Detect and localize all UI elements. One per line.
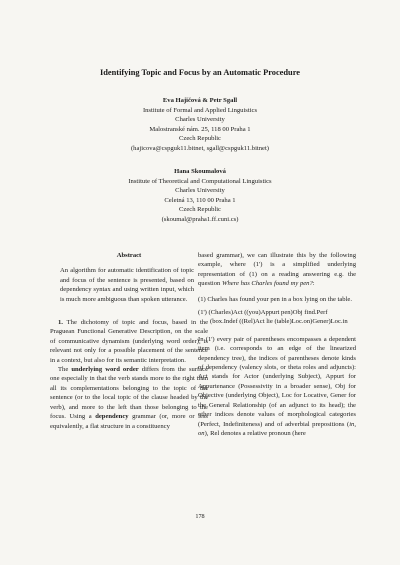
author-names: Eva Hajičová & Petr Sgall [162,97,238,104]
paragraph-text: grammar (or, more or less equivalently, a flat structure in a constituency [50,413,208,430]
page-number: 178 [195,513,205,520]
body-left [50,318,208,431]
paragraph-text: ), Rel denotes a relative pronoun (here [204,429,306,437]
bold-term: dependency [95,413,129,421]
paragraph-text: The [58,366,72,374]
italic-question: Where has Charles found my pen? [222,280,313,288]
author-address: Celetná 13, 110 00 Praha 1 [164,196,236,204]
paragraph-1 [50,318,208,365]
paragraph-intro [198,251,356,289]
paragraph-2 [50,365,208,431]
author-address: Malostranské nám. 25, 118 00 Praha 1 [149,125,251,133]
author-university: Charles University [175,116,225,124]
paragraph-text: In (1') every pair of parentheses encompasses a dependent item (i.e. corresponds to an edge of the linearized dependency tree), the indices of parentheses denote kinds of dependency (valency slots, or theta roles and adjuncts): Act stands for Actor (underlying Subject), Appurt for Appurtenance (Possessivity in a broader sense), Obj for Objective (underlying Object), Loc for Locative, Gener for the General Relationship (of an adjunct to its head); the other indices denote values of morphological categories (Perfect, Indefiniteness) and of adverbial prepositions ( [198,335,356,428]
author-names: Hana Skoumalová [174,168,226,175]
paragraph-text: : [312,280,315,288]
section-number: 1. [58,319,63,327]
paragraph-text: differs from the surface one especially in that the verb stands more to the right than all its complementations belonging to the topic of the sentence (or to the local topic of the clause headed by the verb), and more to the left than those belonging to the focus. Using a [50,366,209,421]
example-1-prime: (1') (Charles)Act ((you)Appurt pen)Obj find.Perf (box.Indef ((Rel)Act lie (table)Loc.on)Gener)Loc.in [198,309,348,326]
paragraph-text: , [354,420,356,428]
bold-term: underlying word order [71,366,139,374]
author-affiliation: Institute of Formal and Applied Linguistics [142,106,258,114]
author-affiliation: Institute of Theoretical and Computational Linguistics [128,177,272,185]
abstract-heading: Abstract [116,252,142,259]
paper-title: Identifying Topic and Focus by an Automatic Procedure [99,68,300,77]
italic-word: in [349,420,355,428]
paragraph-explanation [198,335,356,438]
author-country: Czech Republic [179,135,221,143]
example-1: (1) Charles has found your pen in a box lying on the table. [198,295,353,303]
author-block-1 [0,96,400,154]
left-column [50,251,208,431]
author-block-2 [0,167,400,225]
author-country: Czech Republic [179,206,221,214]
author-email: (skoumal@praha1.ff.cuni.cs) [161,215,239,223]
paragraph-text: based grammar), we can illustrate this by the following example, where (1') is a simplified underlying representation of (1) on a reading answering e.g. the question [198,252,356,288]
abstract-text: An algorithm for automatic identification of topic and focus of the sentence is presented, based on dependency syntax and using written input, which is much more ambiguous than spoken utterance. [60,267,194,303]
author-email: (hajicova@cspguk11.bitnet, sgall@cspguk11.bitnet) [130,144,269,152]
italic-word: on [198,429,205,437]
author-university: Charles University [175,187,225,195]
examples [198,295,356,327]
paragraph-text: The dichotomy of topic and focus, based in the Praguean Functional Generative Description, on the scale of communicative dynamism (underlying word order), is relevant not only for a possible placement of the sentence in a context, but also for its semantic interpretation. [50,319,208,364]
right-column [198,251,356,438]
body-right [198,335,356,438]
